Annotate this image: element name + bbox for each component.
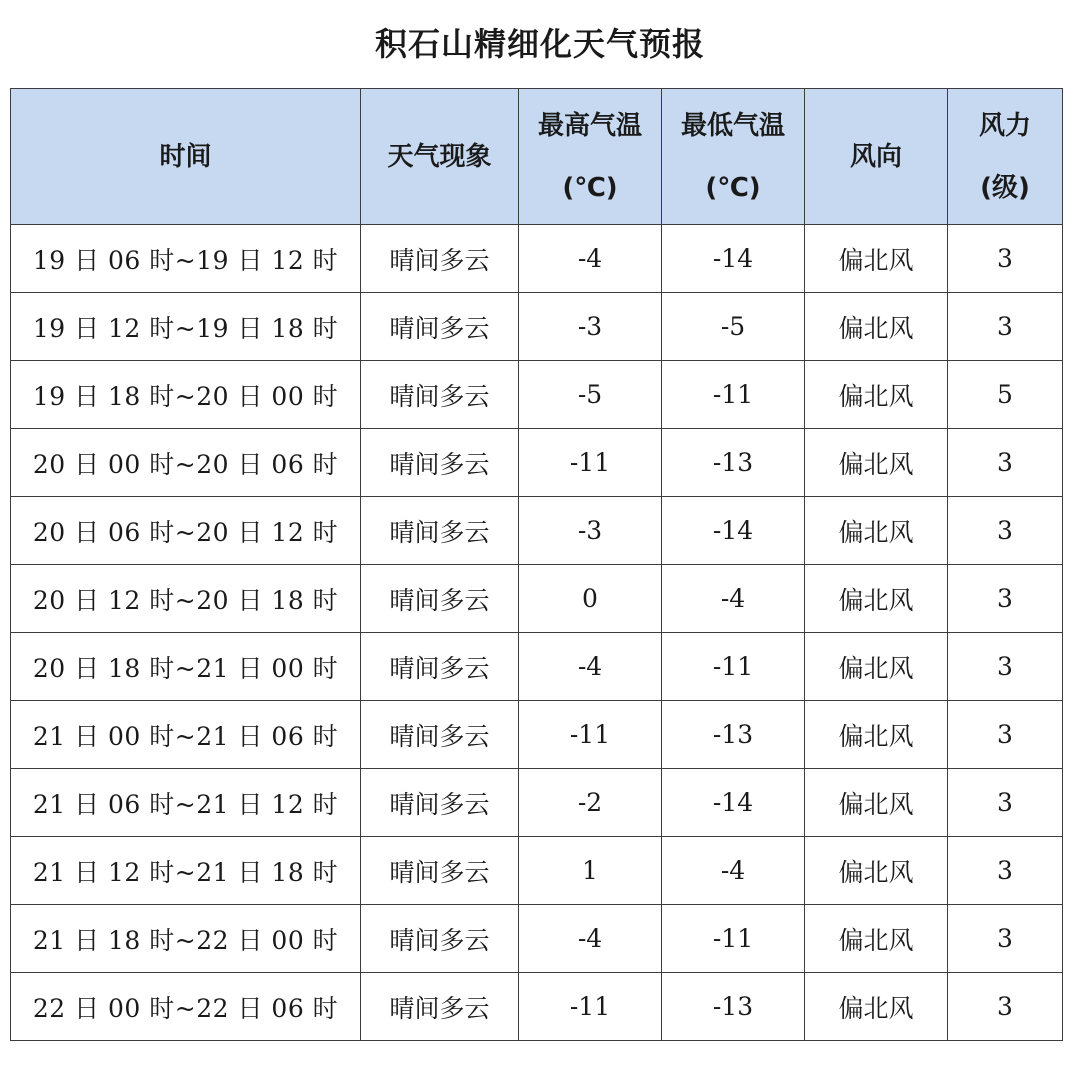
cell-weather: 晴间多云	[361, 565, 519, 633]
cell-min-temp: -4	[662, 837, 805, 905]
cell-wind-direction: 偏北风	[805, 497, 948, 565]
cell-time: 20 日 12 时~20 日 18 时	[11, 565, 361, 633]
table-row	[11, 701, 1063, 769]
cell-wind-force: 3	[948, 293, 1063, 361]
header-max-temp-label: 最高气温	[537, 110, 642, 141]
header-min-temp-label: 最低气温	[680, 110, 785, 141]
header-max-temp	[519, 89, 662, 225]
cell-max-temp: -4	[519, 225, 662, 293]
cell-min-temp: -4	[662, 565, 805, 633]
cell-time: 20 日 18 时~21 日 00 时	[11, 633, 361, 701]
table-row	[11, 293, 1063, 361]
cell-max-temp: -3	[519, 293, 662, 361]
cell-wind-direction: 偏北风	[805, 293, 948, 361]
cell-wind-direction: 偏北风	[805, 701, 948, 769]
cell-time: 21 日 12 时~21 日 18 时	[11, 837, 361, 905]
cell-weather: 晴间多云	[361, 225, 519, 293]
cell-min-temp: -14	[662, 769, 805, 837]
cell-wind-direction: 偏北风	[805, 565, 948, 633]
cell-min-temp: -11	[662, 905, 805, 973]
cell-wind-force: 3	[948, 769, 1063, 837]
cell-max-temp: 0	[519, 565, 662, 633]
cell-max-temp: -2	[519, 769, 662, 837]
cell-time: 19 日 18 时~20 日 00 时	[11, 361, 361, 429]
cell-wind-force: 3	[948, 225, 1063, 293]
header-time: 时间	[11, 89, 361, 225]
cell-time: 21 日 18 时~22 日 00 时	[11, 905, 361, 973]
table-row	[11, 905, 1063, 973]
header-wind-direction: 风向	[805, 89, 948, 225]
cell-time: 22 日 00 时~22 日 06 时	[11, 973, 361, 1041]
header-weather: 天气现象	[361, 89, 519, 225]
table-row	[11, 225, 1063, 293]
cell-max-temp: 1	[519, 837, 662, 905]
table-header	[11, 89, 1063, 225]
header-wind-force	[948, 89, 1063, 225]
cell-time: 21 日 00 时~21 日 06 时	[11, 701, 361, 769]
cell-wind-direction: 偏北风	[805, 429, 948, 497]
cell-weather: 晴间多云	[361, 973, 519, 1041]
table-body	[11, 225, 1063, 1041]
forecast-table	[10, 88, 1063, 1041]
cell-wind-direction: 偏北风	[805, 361, 948, 429]
table-row	[11, 361, 1063, 429]
cell-max-temp: -4	[519, 905, 662, 973]
cell-time: 19 日 06 时~19 日 12 时	[11, 225, 361, 293]
cell-weather: 晴间多云	[361, 905, 519, 973]
cell-wind-force: 3	[948, 497, 1063, 565]
cell-wind-force: 3	[948, 837, 1063, 905]
cell-min-temp: -11	[662, 361, 805, 429]
cell-weather: 晴间多云	[361, 701, 519, 769]
cell-wind-direction: 偏北风	[805, 905, 948, 973]
cell-weather: 晴间多云	[361, 633, 519, 701]
table-row	[11, 837, 1063, 905]
header-max-temp-unit: (℃)	[562, 172, 618, 203]
cell-wind-force: 3	[948, 973, 1063, 1041]
cell-min-temp: -13	[662, 701, 805, 769]
cell-wind-force: 3	[948, 633, 1063, 701]
cell-wind-direction: 偏北风	[805, 769, 948, 837]
cell-min-temp: -14	[662, 497, 805, 565]
table-row	[11, 973, 1063, 1041]
cell-time: 19 日 12 时~19 日 18 时	[11, 293, 361, 361]
cell-wind-force: 3	[948, 905, 1063, 973]
cell-time: 20 日 06 时~20 日 12 时	[11, 497, 361, 565]
cell-weather: 晴间多云	[361, 361, 519, 429]
table-row	[11, 769, 1063, 837]
table-row	[11, 429, 1063, 497]
cell-weather: 晴间多云	[361, 293, 519, 361]
header-min-temp-unit: (℃)	[705, 172, 761, 203]
cell-max-temp: -5	[519, 361, 662, 429]
cell-max-temp: -11	[519, 701, 662, 769]
cell-max-temp: -11	[519, 973, 662, 1041]
cell-wind-direction: 偏北风	[805, 837, 948, 905]
table-row	[11, 497, 1063, 565]
cell-max-temp: -4	[519, 633, 662, 701]
cell-wind-force: 3	[948, 701, 1063, 769]
header-wind-force-unit: (级)	[980, 172, 1030, 203]
cell-weather: 晴间多云	[361, 837, 519, 905]
cell-min-temp: -11	[662, 633, 805, 701]
cell-wind-force: 3	[948, 565, 1063, 633]
cell-wind-force: 5	[948, 361, 1063, 429]
page-title: 积石山精细化天气预报	[374, 25, 705, 63]
header-row	[11, 89, 1063, 225]
cell-time: 21 日 06 时~21 日 12 时	[11, 769, 361, 837]
cell-wind-force: 3	[948, 429, 1063, 497]
cell-min-temp: -5	[662, 293, 805, 361]
cell-weather: 晴间多云	[361, 769, 519, 837]
cell-weather: 晴间多云	[361, 429, 519, 497]
cell-wind-direction: 偏北风	[805, 633, 948, 701]
table-row	[11, 565, 1063, 633]
header-wind-force-label: 风力	[978, 110, 1031, 141]
cell-weather: 晴间多云	[361, 497, 519, 565]
cell-min-temp: -14	[662, 225, 805, 293]
table-row	[11, 633, 1063, 701]
cell-min-temp: -13	[662, 429, 805, 497]
cell-wind-direction: 偏北风	[805, 973, 948, 1041]
cell-max-temp: -3	[519, 497, 662, 565]
cell-time: 20 日 00 时~20 日 06 时	[11, 429, 361, 497]
cell-wind-direction: 偏北风	[805, 225, 948, 293]
cell-max-temp: -11	[519, 429, 662, 497]
cell-min-temp: -13	[662, 973, 805, 1041]
header-min-temp	[662, 89, 805, 225]
